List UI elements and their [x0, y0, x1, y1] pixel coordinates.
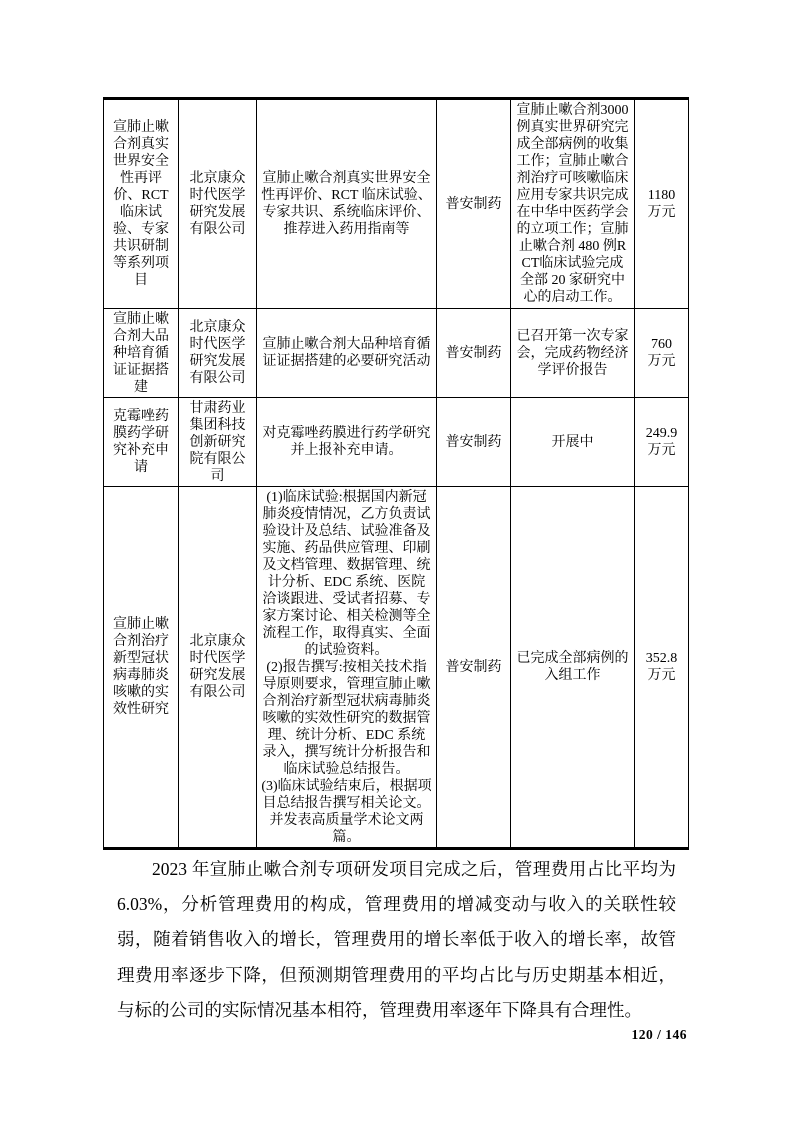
table-row	[104, 99, 689, 309]
research-content-cell: 对克霉唑药膜进行药学研究并上报补充申请。	[257, 398, 437, 487]
table-row	[104, 487, 689, 849]
content-part-1: (1)临床试验:根据国内新冠肺炎疫情情况，乙方负责试验设计及总结、试验准备及实施、药品供应管理、印刷及文档管理、数据管理、统计分析、EDC 系统、医院洽谈跟进、受试者招募、专家方案讨论、相关检测等全流程工作，取得真实、全面的试验资料。	[262, 489, 431, 658]
table-row	[104, 309, 689, 398]
amount-value: 760	[651, 337, 672, 352]
research-content-cell: 宣肺止嗽合剂真实世界安全性再评价、RCT 临床试验、专家共识、系统临床评价、推荐进入药用指南等	[257, 99, 437, 309]
progress-cell: 开展中	[511, 398, 635, 487]
client-cell: 普安制药	[437, 99, 511, 309]
amount-unit: 万元	[647, 354, 676, 369]
amount-unit: 万元	[647, 205, 676, 220]
rd-projects-table	[103, 97, 689, 850]
contractor-cell: 甘肃药业集团科技创新研究院有限公司	[179, 398, 257, 487]
amount-value: 352.8	[645, 651, 678, 666]
amount-unit: 万元	[647, 668, 676, 683]
progress-cell: 宣肺止嗽合剂3000例真实世界研究完成全部病例的收集工作；宣肺止嗽合剂治疗可咳嗽临床应用专家共识完成在中华中医药学会的立项工作；宣肺止嗽合剂 480 例RCT临床试验完成全部 20 家研究中心的启动工作。	[511, 99, 635, 309]
client-cell: 普安制药	[437, 309, 511, 398]
contractor-cell: 北京康众时代医学研究发展有限公司	[179, 99, 257, 309]
contractor-cell: 北京康众时代医学研究发展有限公司	[179, 309, 257, 398]
amount-cell	[635, 309, 689, 398]
amount-cell	[635, 99, 689, 309]
amount-value: 1180	[647, 188, 676, 203]
project-cell: 宣肺止嗽合剂治疗新型冠状病毒肺炎咳嗽的实效性研究	[104, 487, 179, 849]
project-cell: 宣肺止嗽合剂大品种培育循证证据搭建	[104, 309, 179, 398]
amount-value: 249.9	[645, 426, 678, 441]
contractor-cell: 北京康众时代医学研究发展有限公司	[179, 487, 257, 849]
table-row	[104, 398, 689, 487]
client-cell: 普安制药	[437, 487, 511, 849]
page-number: 120 / 146	[631, 1027, 687, 1042]
analysis-paragraph: 2023 年宣肺止嗽合剂专项研发项目完成之后，管理费用占比平均为 6.03%，分析管理费用的构成，管理费用的增减变动与收入的关联性较弱，随着销售收入的增长，管理费用的增长率低于收入的增长率，故管理费用率逐步下降，但预测期管理费用的平均占比与历史期基本相近，与标的公司的实际情况基本相符，管理费用率逐年下降具有合理性。	[117, 859, 676, 1020]
research-content-cell	[257, 487, 437, 849]
research-content-cell: 宣肺止嗽合剂大品种培育循证证据搭建的必要研究活动	[257, 309, 437, 398]
amount-cell	[635, 487, 689, 849]
content-part-3: (3)临床试验结束后，根据项目总结报告撰写相关论文。并发表高质量学术论文两篇。	[261, 778, 432, 845]
progress-cell: 已完成全部病例的入组工作	[511, 487, 635, 849]
project-cell: 宣肺止嗽合剂真实世界安全性再评价、RCT 临床试验、专家共识研制等系列项目	[104, 99, 179, 309]
progress-cell: 已召开第一次专家会，完成药物经济学评价报告	[511, 309, 635, 398]
amount-unit: 万元	[647, 443, 676, 458]
amount-cell	[635, 398, 689, 487]
content-part-2: (2)报告撰写:按相关技术指导原则要求，管理宣肺止嗽合剂治疗新型冠状病毒肺炎咳嗽的实效性研究的数据管理、统计分析、EDC 系统录入，撰写统计分析报告和临床试验总结报告。	[262, 659, 431, 777]
project-cell: 克霉唑药膜药学研究补充申请	[104, 398, 179, 487]
client-cell: 普安制药	[437, 398, 511, 487]
